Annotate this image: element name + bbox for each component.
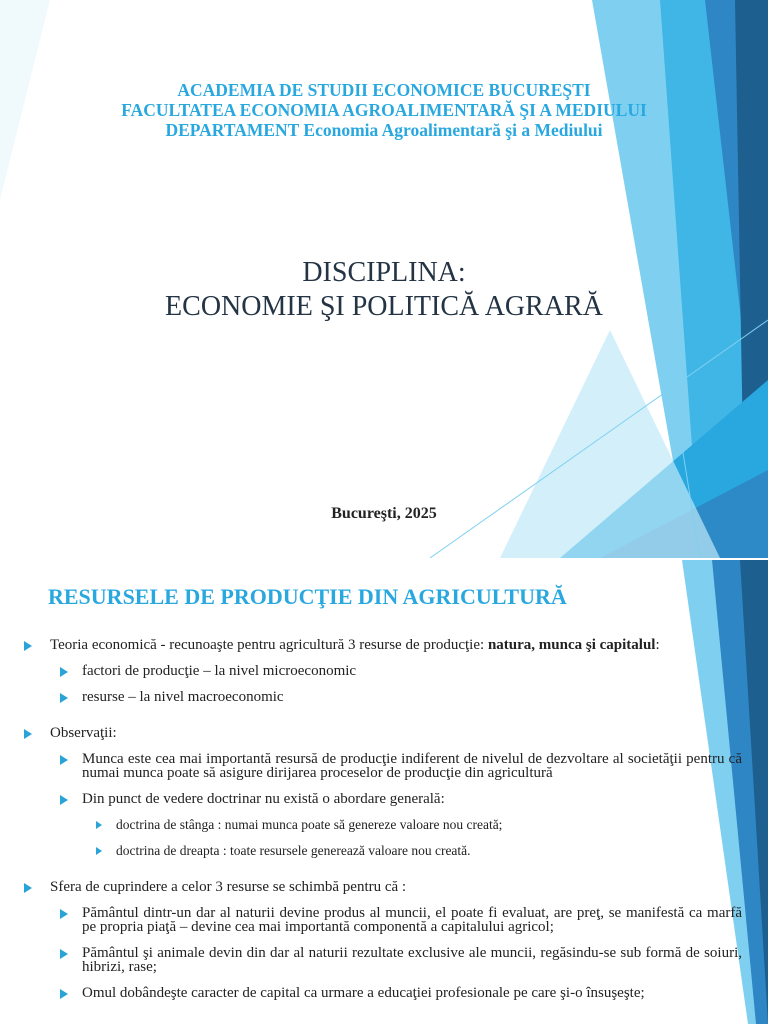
bullet-item: Din punct de vedere doctrinar nu există o abordare generală: — [24, 792, 742, 806]
discipline-label: DISCIPLINA: — [302, 257, 466, 288]
bullet-arrow-icon — [60, 909, 68, 919]
discipline-name: ECONOMIE ŞI POLITICĂ AGRARĂ — [165, 291, 603, 322]
bullet-item: Sfera de cuprindere a celor 3 resurse se schimbă pentru că : — [24, 880, 742, 894]
bullet-arrow-icon — [60, 667, 68, 677]
institution-line: FACULTATEA ECONOMIA AGROALIMENTARĂ ŞI A MEDIULUI — [121, 100, 647, 120]
bullet-item: Omul dobândeşte caracter de capital ca urmare a educaţiei profesionale pe care şi-o însuşeşte; — [24, 986, 742, 1000]
bullet-item: Pământul şi animale devin din dar al naturii rezultate exclusive ale muncii, regăsindu-se sub formă de soiuri, hibrizi, rase; — [24, 946, 742, 974]
bullet-arrow-icon — [24, 883, 32, 893]
city-year: Bucureşti, 2025 — [331, 505, 437, 522]
bullet-arrow-icon — [60, 949, 68, 959]
bullet-arrow-icon — [60, 693, 68, 703]
bullet-item: Observaţii: — [24, 726, 742, 740]
institution-line: DEPARTAMENT Economia Agroalimentară şi a Mediului — [165, 120, 603, 140]
bullet-arrow-icon — [96, 847, 102, 855]
bullet-item: Teoria economică - recunoaşte pentru agricultură 3 resurse de producţie: natura, munca şi capitalul: — [24, 638, 742, 652]
bullet-arrow-icon — [60, 755, 68, 765]
bullet-item: doctrina de dreapta : toate resursele generează valoare nou creată. — [24, 844, 742, 858]
discipline-title — [0, 256, 768, 324]
slide-body — [24, 638, 742, 1000]
bullet-arrow-icon — [60, 795, 68, 805]
bullet-arrow-icon — [96, 821, 102, 829]
content-slide — [0, 560, 768, 1024]
bullet-item: doctrina de stânga : numai munca poate să genereze valoare nou creată; — [24, 818, 742, 832]
bullet-arrow-icon — [24, 729, 32, 739]
slide-title: RESURSELE DE PRODUCŢIE DIN AGRICULTURĂ — [48, 584, 567, 609]
institution-block — [0, 80, 768, 140]
bullet-arrow-icon — [24, 641, 32, 651]
bullet-item: Pământul dintr-un dar al naturii devine produs al muncii, el poate fi evaluat, are preţ, se manifestă ca marfă pe propria piaţă – devine cea mai importantă componentă a capitalului agricol; — [24, 906, 742, 934]
bullet-item: resurse – la nivel macroeconomic — [24, 690, 742, 704]
bullet-item: Munca este cea mai importantă resursă de producţie indiferent de nivelul de dezvoltare al societăţii pentru că numai munca poate să asigure dirijarea proceselor de producţie din agricultură — [24, 752, 742, 780]
institution-line: ACADEMIA DE STUDII ECONOMICE BUCUREŞTI — [177, 80, 591, 100]
bullet-item: factori de producţie – la nivel microeconomic — [24, 664, 742, 678]
bullet-arrow-icon — [60, 989, 68, 999]
